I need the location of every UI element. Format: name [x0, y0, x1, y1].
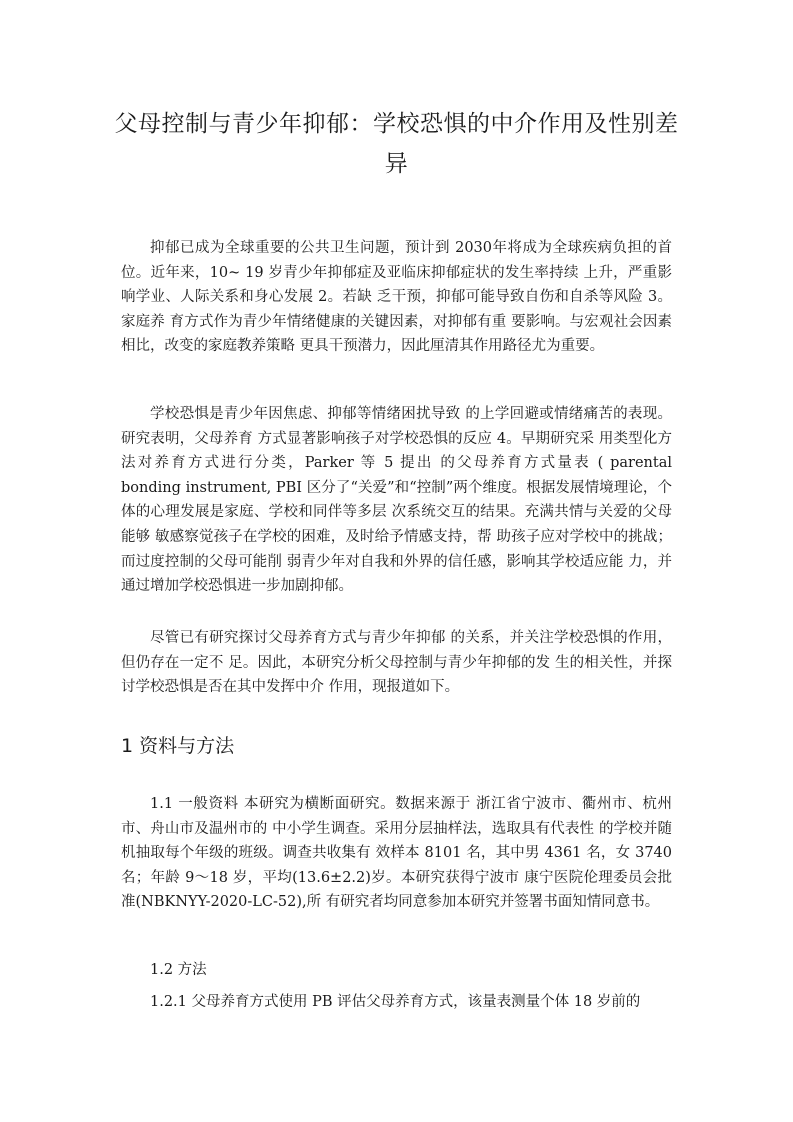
section-heading: 1 资料与方法 — [121, 735, 235, 757]
paragraph-text: 1.1 一般资料 本研究为横断面研究。数据来源于 浙江省宁波市、衢州市、杭州市、舟山市及温州市的 中小学生调查。采用分层抽样法，选取具有代表性 的学校并随机抽取每个年级的班级。调查共收集有 效样本 8101 名，其中男 4361 名，女 3740 名；年龄 9～18 岁，平均(13.6±2.2)岁。本研究获得宁波市 康宁医院伦理委员会批准(NBKNYY-2020-LC-52),所 有研究者均同意参加本研究并签署书面知情同意书。 — [121, 796, 672, 911]
general-data-paragraph — [121, 792, 672, 915]
methods-subheading — [121, 958, 672, 983]
paragraph-text: 1.2.1 父母养育方式使用 PB 评估父母养育方式，该量表测量个体 18 岁前的 — [150, 994, 641, 1010]
paragraph-text: 尽管已有研究探讨父母养育方式与青少年抑郁 的关系，并关注学校恐惧的作用，但仍存在一定不 足。因此，本研究分析父母控制与青少年抑郁的发 生的相关性，并探讨学校恐惧是否在其中发挥中介 作用，现报道如下。 — [121, 630, 672, 696]
paragraph-text: 抑郁已成为全球重要的公共卫生问题，预计到 2030年将成为全球疾病负担的首位。近年来，10~ 19 岁青少年抑郁症及亚临床抑郁症状的发生率持续 上升，严重影响学业、人际关系和身心发展 2。若缺 乏干预，抑郁可能导致自伤和自杀等风险 3。家庭养 育方式作为青少年情绪健康的关键因素，对抑郁有重 要影响。与宏观社会因素相比，改变的家庭教养策略 更具干预潜力，因此厘清其作用路径尤为重要。 — [121, 240, 672, 355]
intro-paragraph-3 — [121, 626, 672, 700]
paper-title: 父母控制与青少年抑郁：学校恐惧的中介作用及性别差异 — [114, 111, 679, 177]
methods-paragraph — [121, 990, 672, 1015]
intro-paragraph-2 — [121, 402, 672, 599]
paragraph-text: 1.2 方法 — [150, 962, 207, 978]
paragraph-text: 学校恐惧是青少年因焦虑、抑郁等情绪困扰导致 的上学回避或情绪痛苦的表现。研究表明，父母养育 方式显著影响孩子对学校恐惧的反应 4。早期研究采 用类型化方法对养育方式进行分类，Parker 等 5 提出 的父母养育方式量表 ( parental bonding instrument, PBI 区分了“关爱”和“控制”两个维度。根据发展情境理论，个体的心理发展是家庭、学校和同伴等多层 次系统交互的结果。充满共情与关爱的父母能够 敏感察觉孩子在学校的困难，及时给予情感支持，帮 助孩子应对学校中的挑战；而过度控制的父母可能削 弱青少年对自我和外界的信任感，影响其学校适应能 力，并通过增加学校恐惧进一步加剧抑郁。 — [121, 406, 672, 595]
intro-paragraph-1 — [121, 236, 672, 359]
